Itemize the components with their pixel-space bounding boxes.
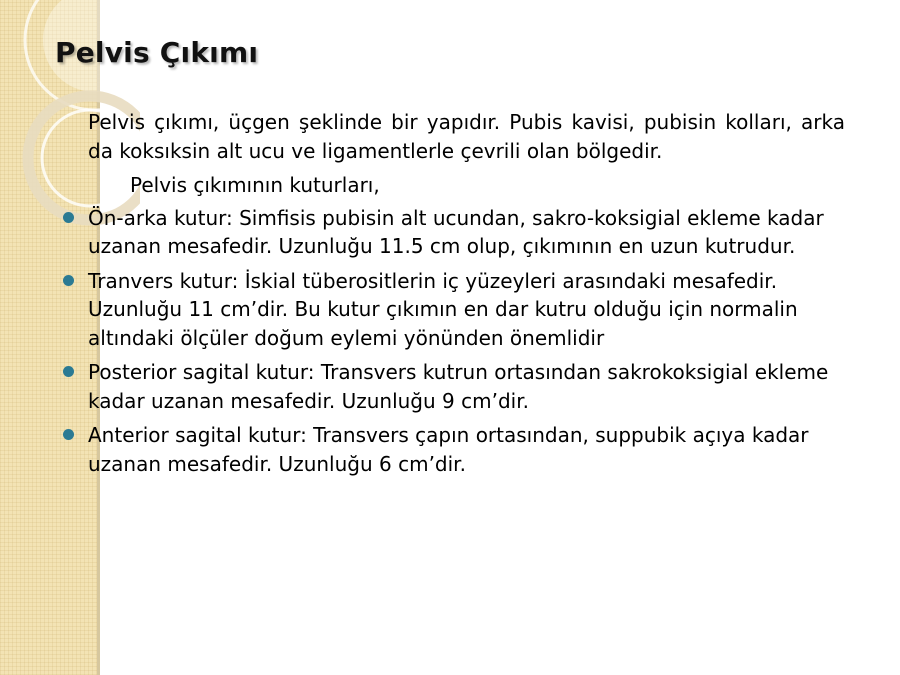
bullet-text: Posterior sagital kutur: Transvers kutrun ortasından sakrokoksigial ekleme kadar uzanan mesafedir. Uzunluğu 9 cm’dir. (88, 360, 829, 413)
bullet-dot-icon (63, 275, 74, 286)
bullet-text: Ön-arka kutur: Simfisis pubisin alt ucundan, sakro-koksigial ekleme kadar uzanan mesafedir. Uzunluğu 11.5 cm olup, çıkımının en uzun kutrudur. (88, 205, 824, 258)
list-item (60, 204, 845, 261)
list-item (60, 421, 845, 478)
bullet-text: Anterior sagital kutur: Transvers çapın ortasından, suppubik açıya kadar uzanan mesafedir. Uzunluğu 6 cm’dir. (88, 423, 809, 476)
slide-title: Pelvis Çıkımı (55, 36, 259, 69)
subheading: Pelvis çıkımının kuturları, (130, 173, 380, 197)
list-item (60, 267, 845, 353)
bullet-dot-icon (63, 366, 74, 377)
bullet-text: Tranvers kutur: İskial tüberositlerin iç yüzeyleri arasındaki mesafedir. Uzunluğu 11 cm’dir. Bu kutur çıkımın en dar kutru olduğu için normalin altındaki ölçüler doğum eylemi yönünden önemlidir (88, 268, 798, 350)
list-item (60, 358, 845, 415)
bullet-dot-icon (63, 212, 74, 223)
bullet-list (60, 204, 845, 479)
bullet-dot-icon (63, 429, 74, 440)
intro-paragraph: Pelvis çıkımı, üçgen şeklinde bir yapıdır. Pubis kavisi, pubisin kolları, arka da koksıksin alt ucu ve ligamentlerle çevrili olan bölgedir. (88, 110, 845, 163)
slide-content (60, 108, 845, 484)
